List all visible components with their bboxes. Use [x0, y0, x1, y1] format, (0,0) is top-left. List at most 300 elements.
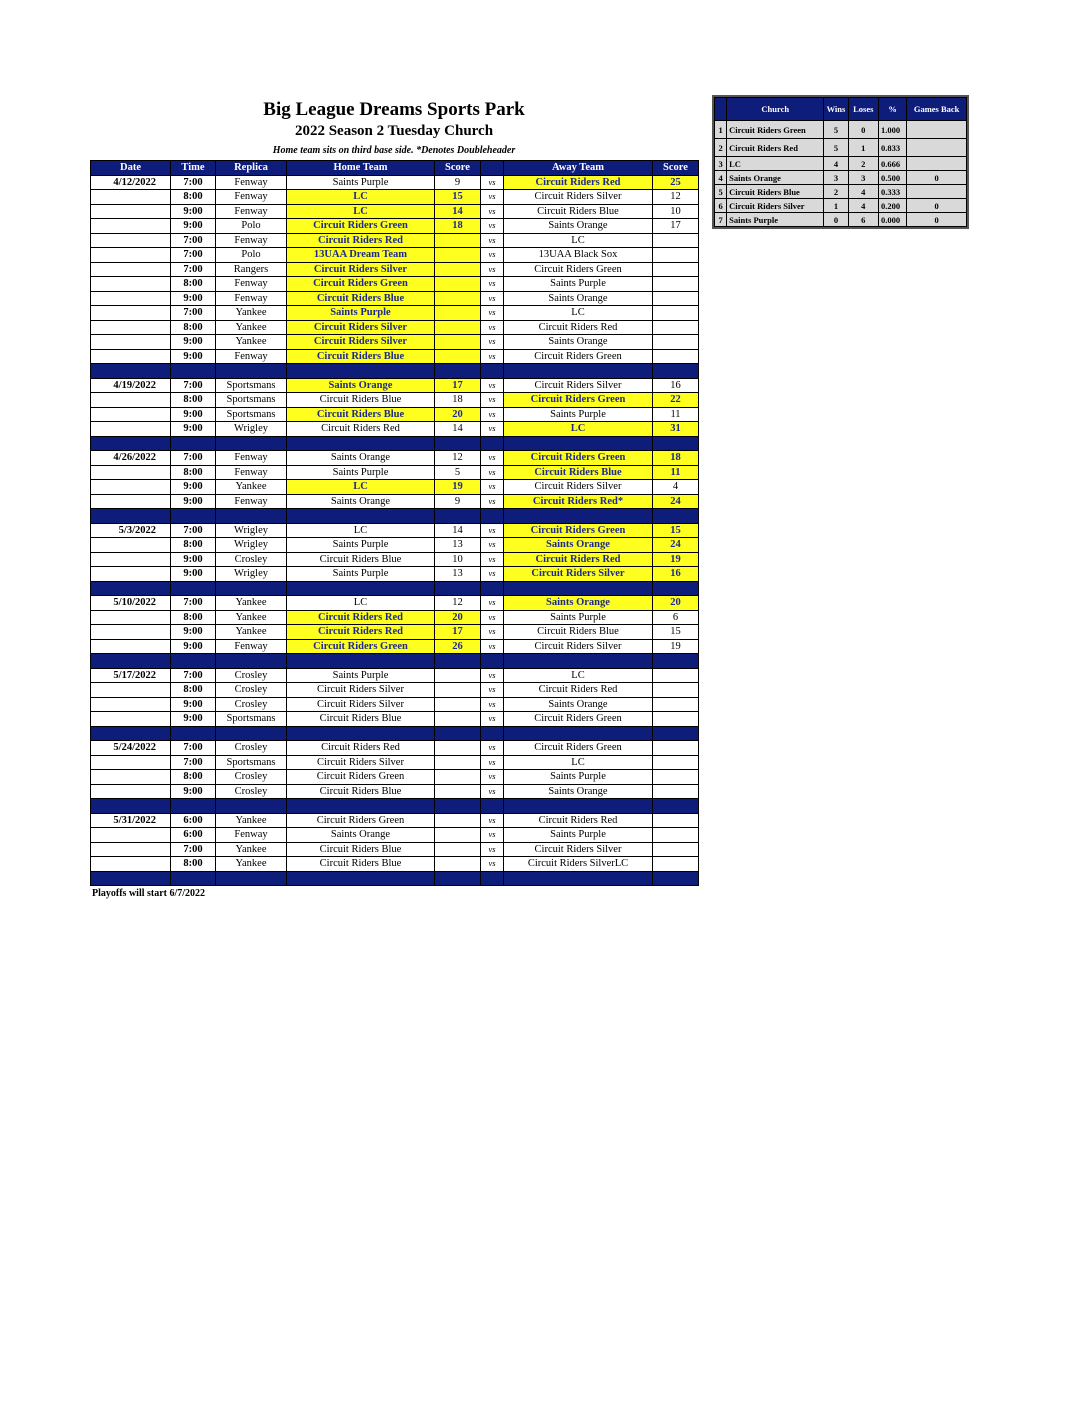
away-team: LC	[504, 306, 653, 321]
away-score	[653, 349, 699, 364]
home-team: Circuit Riders Blue	[287, 784, 435, 799]
game-date	[91, 770, 171, 785]
away-score: 16	[653, 567, 699, 582]
game-field: Yankee	[216, 335, 287, 350]
game-field: Wrigley	[216, 523, 287, 538]
game-date	[91, 291, 171, 306]
home-score	[435, 306, 481, 321]
table-row	[91, 262, 699, 277]
game-time: 7:00	[171, 248, 216, 263]
away-team: Circuit Riders Red*	[504, 494, 653, 509]
standings-team: Circuit Riders Green	[727, 121, 824, 139]
game-time: 8:00	[171, 465, 216, 480]
vs-label: vs	[481, 451, 504, 466]
vs-label: vs	[481, 480, 504, 495]
game-field: Fenway	[216, 451, 287, 466]
away-team: Circuit Riders Green	[504, 262, 653, 277]
away-score	[653, 668, 699, 683]
home-team: Saints Purple	[287, 567, 435, 582]
col-time: Time	[171, 161, 216, 176]
table-row	[91, 465, 699, 480]
standings-col-loses: Loses	[848, 98, 878, 121]
game-field: Fenway	[216, 639, 287, 654]
game-field: Fenway	[216, 190, 287, 205]
standings-loses: 6	[848, 213, 878, 227]
table-row	[91, 480, 699, 495]
home-team: Saints Purple	[287, 538, 435, 553]
away-team: LC	[504, 422, 653, 437]
game-date	[91, 393, 171, 408]
away-team: Circuit Riders Silver	[504, 639, 653, 654]
home-team: LC	[287, 596, 435, 611]
away-team: Saints Purple	[504, 277, 653, 292]
vs-label: vs	[481, 335, 504, 350]
vs-label: vs	[481, 857, 504, 872]
away-team: Circuit Riders Silver	[504, 567, 653, 582]
away-score: 6	[653, 610, 699, 625]
home-score: 13	[435, 567, 481, 582]
table-row	[91, 219, 699, 234]
vs-label: vs	[481, 233, 504, 248]
away-score	[653, 828, 699, 843]
game-date	[91, 697, 171, 712]
home-team: Circuit Riders Green	[287, 277, 435, 292]
game-time: 6:00	[171, 828, 216, 843]
away-team: Circuit Riders Green	[504, 451, 653, 466]
home-score: 14	[435, 523, 481, 538]
game-time: 9:00	[171, 552, 216, 567]
standings-loses: 2	[848, 157, 878, 171]
game-date: 4/19/2022	[91, 378, 171, 393]
game-date: 5/3/2022	[91, 523, 171, 538]
away-score	[653, 697, 699, 712]
game-field: Yankee	[216, 610, 287, 625]
game-time: 7:00	[171, 668, 216, 683]
game-date: 5/31/2022	[91, 813, 171, 828]
game-field: Fenway	[216, 349, 287, 364]
page-title: Big League Dreams Sports Park	[263, 99, 525, 120]
col-home-score: Score	[435, 161, 481, 176]
away-team: Saints Orange	[504, 291, 653, 306]
standings-pct: 0.000	[878, 213, 906, 227]
table-row	[91, 639, 699, 654]
game-field: Fenway	[216, 233, 287, 248]
away-score: 19	[653, 552, 699, 567]
home-team: Circuit Riders Blue	[287, 552, 435, 567]
standings-games-back	[907, 139, 967, 157]
standings-games-back: 0	[907, 171, 967, 185]
away-score	[653, 741, 699, 756]
home-team: Circuit Riders Red	[287, 741, 435, 756]
home-score	[435, 683, 481, 698]
away-score	[653, 233, 699, 248]
away-score: 20	[653, 596, 699, 611]
away-team: Circuit Riders Green	[504, 712, 653, 727]
game-date: 5/10/2022	[91, 596, 171, 611]
game-date	[91, 407, 171, 422]
away-score	[653, 277, 699, 292]
away-team: Circuit Riders Red	[504, 683, 653, 698]
away-score	[653, 755, 699, 770]
col-vs	[481, 161, 504, 176]
away-team: Saints Orange	[504, 784, 653, 799]
home-team: Circuit Riders Green	[287, 813, 435, 828]
game-time: 8:00	[171, 320, 216, 335]
game-date	[91, 219, 171, 234]
home-score: 26	[435, 639, 481, 654]
away-team: LC	[504, 668, 653, 683]
game-field: Crosley	[216, 683, 287, 698]
standings-team: LC	[727, 157, 824, 171]
game-date	[91, 190, 171, 205]
standings-pct: 0.500	[878, 171, 906, 185]
vs-label: vs	[481, 668, 504, 683]
standings-wins: 5	[824, 121, 848, 139]
game-date	[91, 277, 171, 292]
vs-label: vs	[481, 639, 504, 654]
game-time: 9:00	[171, 712, 216, 727]
away-team: Circuit Riders Green	[504, 741, 653, 756]
home-score	[435, 755, 481, 770]
game-date: 4/26/2022	[91, 451, 171, 466]
home-team: Circuit Riders Red	[287, 625, 435, 640]
home-team: Circuit Riders Green	[287, 770, 435, 785]
standings-rank: 2	[715, 139, 727, 157]
standings-row	[715, 185, 967, 199]
table-row	[91, 306, 699, 321]
away-team: Saints Orange	[504, 335, 653, 350]
home-score: 18	[435, 393, 481, 408]
home-score: 12	[435, 451, 481, 466]
week-separator	[91, 436, 699, 451]
game-date: 5/17/2022	[91, 668, 171, 683]
home-score	[435, 320, 481, 335]
home-team: Saints Orange	[287, 451, 435, 466]
game-field: Sportsmans	[216, 755, 287, 770]
vs-label: vs	[481, 175, 504, 190]
game-time: 7:00	[171, 755, 216, 770]
away-score	[653, 770, 699, 785]
standings-rank: 1	[715, 121, 727, 139]
game-field: Yankee	[216, 813, 287, 828]
table-row	[91, 683, 699, 698]
vs-label: vs	[481, 625, 504, 640]
game-date	[91, 538, 171, 553]
game-time: 9:00	[171, 204, 216, 219]
game-time: 7:00	[171, 451, 216, 466]
vs-label: vs	[481, 306, 504, 321]
standings-wins: 5	[824, 139, 848, 157]
standings-row	[715, 213, 967, 227]
standings-table	[714, 97, 967, 227]
week-separator	[91, 364, 699, 379]
game-time: 8:00	[171, 190, 216, 205]
game-time: 9:00	[171, 697, 216, 712]
away-team: Circuit Riders Silver	[504, 190, 653, 205]
game-date	[91, 683, 171, 698]
away-team: LC	[504, 233, 653, 248]
week-separator	[91, 799, 699, 814]
game-field: Crosley	[216, 784, 287, 799]
game-date	[91, 842, 171, 857]
table-row	[91, 668, 699, 683]
standings-col-pct: %	[878, 98, 906, 121]
home-team: 13UAA Dream Team	[287, 248, 435, 263]
game-field: Yankee	[216, 480, 287, 495]
home-score: 14	[435, 204, 481, 219]
standings-col-church: Church	[727, 98, 824, 121]
game-time: 9:00	[171, 784, 216, 799]
vs-label: vs	[481, 393, 504, 408]
home-team: LC	[287, 190, 435, 205]
away-score: 24	[653, 494, 699, 509]
home-score	[435, 842, 481, 857]
home-team: LC	[287, 480, 435, 495]
standings-wins: 3	[824, 171, 848, 185]
game-date	[91, 233, 171, 248]
game-field: Yankee	[216, 625, 287, 640]
away-team: Circuit Riders Red	[504, 552, 653, 567]
home-team: Saints Purple	[287, 465, 435, 480]
standings-rank: 6	[715, 199, 727, 213]
home-score	[435, 262, 481, 277]
away-score	[653, 813, 699, 828]
away-score: 24	[653, 538, 699, 553]
home-score: 14	[435, 422, 481, 437]
standings-loses: 4	[848, 199, 878, 213]
table-row	[91, 233, 699, 248]
game-time: 8:00	[171, 857, 216, 872]
standings-wins: 1	[824, 199, 848, 213]
game-field: Yankee	[216, 306, 287, 321]
table-row	[91, 277, 699, 292]
away-team: Saints Purple	[504, 828, 653, 843]
vs-label: vs	[481, 378, 504, 393]
home-score	[435, 668, 481, 683]
game-time: 8:00	[171, 538, 216, 553]
game-time: 7:00	[171, 306, 216, 321]
table-row	[91, 842, 699, 857]
game-field: Sportsmans	[216, 393, 287, 408]
game-date	[91, 755, 171, 770]
game-date	[91, 248, 171, 263]
game-time: 9:00	[171, 422, 216, 437]
table-row	[91, 741, 699, 756]
home-score	[435, 813, 481, 828]
game-field: Rangers	[216, 262, 287, 277]
game-date	[91, 480, 171, 495]
home-team: Circuit Riders Blue	[287, 842, 435, 857]
standings-games-back	[907, 121, 967, 139]
away-team: Circuit Riders Blue	[504, 465, 653, 480]
away-team: Circuit Riders Green	[504, 523, 653, 538]
table-row	[91, 552, 699, 567]
vs-label: vs	[481, 494, 504, 509]
home-score: 5	[435, 465, 481, 480]
vs-label: vs	[481, 813, 504, 828]
home-score	[435, 248, 481, 263]
standings-games-back: 0	[907, 213, 967, 227]
game-field: Fenway	[216, 204, 287, 219]
standings-loses: 3	[848, 171, 878, 185]
away-score: 16	[653, 378, 699, 393]
away-score	[653, 712, 699, 727]
game-field: Fenway	[216, 175, 287, 190]
away-score: 15	[653, 523, 699, 538]
away-team: Circuit Riders Green	[504, 393, 653, 408]
game-date	[91, 552, 171, 567]
vs-label: vs	[481, 552, 504, 567]
home-score	[435, 349, 481, 364]
away-team: Saints Orange	[504, 697, 653, 712]
home-score: 10	[435, 552, 481, 567]
away-score: 11	[653, 465, 699, 480]
standings-pct: 0.333	[878, 185, 906, 199]
standings-team: Circuit Riders Blue	[727, 185, 824, 199]
game-field: Fenway	[216, 494, 287, 509]
vs-label: vs	[481, 291, 504, 306]
home-score	[435, 828, 481, 843]
away-team: Circuit Riders Red	[504, 320, 653, 335]
home-team: Circuit Riders Blue	[287, 407, 435, 422]
standings-pct: 0.833	[878, 139, 906, 157]
home-team: Circuit Riders Red	[287, 422, 435, 437]
home-score: 17	[435, 625, 481, 640]
game-field: Crosley	[216, 697, 287, 712]
home-team: Circuit Riders Silver	[287, 755, 435, 770]
table-row	[91, 291, 699, 306]
home-score: 9	[435, 494, 481, 509]
vs-label: vs	[481, 465, 504, 480]
standings-loses: 0	[848, 121, 878, 139]
table-row	[91, 625, 699, 640]
schedule-table	[90, 160, 699, 886]
away-team: LC	[504, 755, 653, 770]
away-score	[653, 248, 699, 263]
game-field: Crosley	[216, 741, 287, 756]
standings-team: Saints Orange	[727, 171, 824, 185]
standings-wins: 2	[824, 185, 848, 199]
standings-games-back	[907, 157, 967, 171]
home-team: Circuit Riders Blue	[287, 857, 435, 872]
home-score	[435, 712, 481, 727]
game-field: Wrigley	[216, 567, 287, 582]
table-row	[91, 813, 699, 828]
game-time: 7:00	[171, 262, 216, 277]
table-row	[91, 567, 699, 582]
standings-team: Circuit Riders Silver	[727, 199, 824, 213]
game-field: Fenway	[216, 277, 287, 292]
home-score	[435, 741, 481, 756]
away-score: 4	[653, 480, 699, 495]
standings-pct: 1.000	[878, 121, 906, 139]
away-score	[653, 842, 699, 857]
vs-label: vs	[481, 610, 504, 625]
game-date	[91, 204, 171, 219]
home-team: Circuit Riders Blue	[287, 712, 435, 727]
standings-pct: 0.200	[878, 199, 906, 213]
home-score	[435, 784, 481, 799]
home-score: 12	[435, 596, 481, 611]
home-score: 18	[435, 219, 481, 234]
table-row	[91, 770, 699, 785]
game-time: 9:00	[171, 639, 216, 654]
standings-loses: 1	[848, 139, 878, 157]
standings-rank: 3	[715, 157, 727, 171]
vs-label: vs	[481, 248, 504, 263]
away-score	[653, 784, 699, 799]
vs-label: vs	[481, 683, 504, 698]
table-row	[91, 407, 699, 422]
home-score: 9	[435, 175, 481, 190]
home-team: Saints Purple	[287, 306, 435, 321]
standings-row	[715, 121, 967, 139]
vs-label: vs	[481, 538, 504, 553]
away-score: 18	[653, 451, 699, 466]
away-score: 19	[653, 639, 699, 654]
home-score: 15	[435, 190, 481, 205]
table-row	[91, 494, 699, 509]
vs-label: vs	[481, 422, 504, 437]
schedule-note: Home team sits on third base side. *Denotes Doubleheader	[272, 145, 516, 156]
vs-label: vs	[481, 697, 504, 712]
table-row	[91, 697, 699, 712]
game-date	[91, 335, 171, 350]
game-field: Yankee	[216, 857, 287, 872]
standings-pct: 0.666	[878, 157, 906, 171]
away-team: Saints Orange	[504, 596, 653, 611]
vs-label: vs	[481, 320, 504, 335]
vs-label: vs	[481, 567, 504, 582]
table-row	[91, 175, 699, 190]
col-away-score: Score	[653, 161, 699, 176]
vs-label: vs	[481, 277, 504, 292]
away-team: Circuit Riders Silver	[504, 480, 653, 495]
game-field: Fenway	[216, 828, 287, 843]
game-time: 8:00	[171, 683, 216, 698]
playoffs-note: Playoffs will start 6/7/2022	[92, 888, 206, 899]
away-team: Circuit Riders Blue	[504, 625, 653, 640]
game-time: 9:00	[171, 291, 216, 306]
game-time: 6:00	[171, 813, 216, 828]
away-team: Saints Purple	[504, 610, 653, 625]
home-team: Saints Orange	[287, 494, 435, 509]
game-field: Sportsmans	[216, 407, 287, 422]
vs-label: vs	[481, 784, 504, 799]
standings-header-row	[715, 98, 967, 121]
standings-col-wins: Wins	[824, 98, 848, 121]
away-team: 13UAA Black Sox	[504, 248, 653, 263]
table-row	[91, 755, 699, 770]
table-row	[91, 712, 699, 727]
standings-row	[715, 199, 967, 213]
standings-team: Circuit Riders Red	[727, 139, 824, 157]
game-field: Yankee	[216, 596, 287, 611]
week-separator	[91, 581, 699, 596]
home-team: Circuit Riders Blue	[287, 349, 435, 364]
table-row	[91, 378, 699, 393]
home-score: 17	[435, 378, 481, 393]
vs-label: vs	[481, 712, 504, 727]
game-field: Sportsmans	[216, 712, 287, 727]
away-team: Circuit Riders Red	[504, 175, 653, 190]
vs-label: vs	[481, 770, 504, 785]
game-field: Polo	[216, 219, 287, 234]
home-score: 19	[435, 480, 481, 495]
away-score	[653, 683, 699, 698]
home-team: Circuit Riders Blue	[287, 291, 435, 306]
game-date	[91, 712, 171, 727]
